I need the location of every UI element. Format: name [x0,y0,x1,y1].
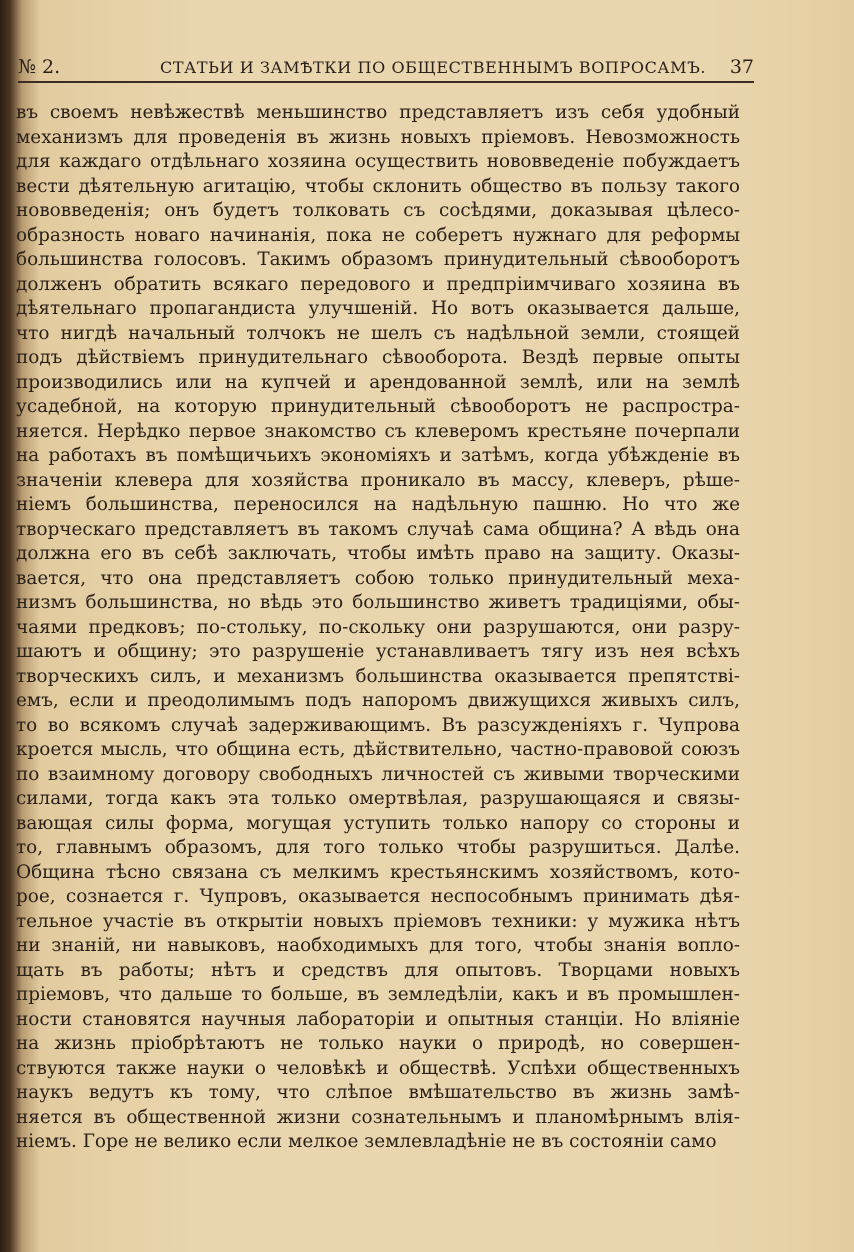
text-line: кроется мысль, что община есть, дѣйствительно, частно-правовой союзъ [16,739,740,760]
text-line: щать въ работы; нѣтъ и средствъ для опытовъ. Творцами новыхъ [16,959,740,981]
text-line: подъ дѣйствіемъ принудительнаго сѣвооборота. Вездѣ первые опыты [16,347,740,368]
text-line: наукъ ведутъ къ тому, что слѣпое вмѣшательство въ жизнь замѣ- [16,1082,740,1103]
text-line: нововведенія; онъ будетъ толковать съ сосѣдями, доказывая цѣлесо- [16,200,740,221]
text-line: значеніи клевера для хозяйства проникало въ массу, клеверъ, рѣше- [16,469,740,491]
text-line: чаями предковъ; по-стольку, по-скольку они разрушаются, они разру- [16,616,740,638]
text-line: емъ, если и преодолимымъ подъ напоромъ движущихся живыхъ силъ, [16,690,740,711]
running-title: СТАТЬИ И ЗАМѢТКИ ПО ОБЩЕСТВЕННЫМЪ ВОПРОСАМЪ. [160,58,707,77]
page-number: 37 [729,56,754,78]
text-line: шаютъ и общину; это разрушеніе устанавливаетъ тягу изъ нея всѣхъ [16,641,740,662]
text-line: рое, сознается г. Чупровъ, оказывается неспособнымъ принимать дѣя- [16,886,740,907]
text-line: большинства голосовъ. Такимъ образомъ принудительный сѣвооборотъ [16,249,740,270]
text-line: то во всякомъ случаѣ задерживающимъ. Въ разсужденіяхъ г. Чупрова [16,714,740,736]
text-line: Община тѣсно связана съ мелкимъ крестьянскимъ хозяйствомъ, кото- [16,861,740,883]
text-line: тельное участіе въ открытіи новыхъ пріемовъ техники: у мужика нѣтъ [16,910,740,932]
text-line: творческаго представляетъ въ такомъ случаѣ сама община? А вѣдь она [16,518,740,540]
text-line: ни знаній, ни навыковъ, наобходимыхъ для того, чтобы знанія вопло- [16,935,740,956]
text-line: силами, тогда какъ эта только омертвѣлая, разрушающаяся и связы- [16,788,740,809]
text-line: вается, что она представляетъ собою только принудительный меха- [16,567,740,589]
header-rule [18,81,754,83]
text-line: для каждаго отдѣльнаго хозяина осуществить нововведеніе побуждаетъ [16,151,740,172]
text-line: должна его въ себѣ заключать, чтобы имѣть право на защиту. Оказы- [16,543,740,564]
text-line: на жизнь пріобрѣтаютъ не только науки о природѣ, но совершен- [16,1033,740,1054]
text-line: пріемовъ, что дальше то больше, въ земледѣліи, какъ и въ промышлен- [16,984,740,1005]
text-line: образность новаго начинанія, пока не соберетъ нужнаго для реформы [16,224,740,246]
text-line: няется въ общественной жизни сознательнымъ и планомѣрнымъ влія- [16,1106,740,1128]
text-line: по взаимному договору свободныхъ личностей съ живыми творческими [16,763,740,785]
running-header [18,52,754,82]
text-line: вести дѣятельную агитацію, чтобы склонить общество въ пользу такого [16,175,740,197]
text-line: на работахъ въ помѣщичьихъ экономіяхъ и затѣмъ, когда убѣжденіе въ [16,445,740,466]
text-line: усадебной, на которую принудительный сѣвооборотъ не распростра- [16,396,740,417]
text-line: вающая силы форма, могущая уступить только напору со стороны и [16,812,740,834]
text-line: то, главнымъ образомъ, для того только чтобы разрушиться. Далѣе. [16,837,740,858]
text-line: ствуются также науки о человѣкѣ и обществѣ. Успѣхи общественныхъ [16,1057,740,1079]
text-line: дѣятельнаго пропагандиста улучшеній. Но вотъ оказывается дальше, [16,298,740,319]
text-line: низмъ большинства, но вѣдь это большинство живетъ традиціями, обы- [16,592,740,613]
text-line: няется. Нерѣдко первое знакомство съ клеверомъ крестьяне почерпали [16,420,740,442]
text-line: въ своемъ невѣжествѣ меньшинство представляетъ изъ себя удобный [16,102,740,123]
section-number: № 2. [18,56,61,78]
text-line: механизмъ для проведенія въ жизнь новыхъ пріемовъ. Невозможность [16,126,740,148]
text-line: что нигдѣ начальный толчокъ не шелъ съ надѣльной земли, стоящей [16,322,740,344]
text-line: ніемъ большинства, переносился на надѣльную пашню. Но что же [16,494,740,515]
text-line: ніемъ. Горе не велико если мелкое землевладѣніе не въ состояніи само [16,1131,717,1152]
text-line: производились или на купчей и арендованной землѣ, или на землѣ [16,371,740,393]
body-text [16,101,740,1155]
text-line: ности становятся научныя лабораторіи и опытныя станціи. Но вліяніе [16,1008,740,1030]
text-line: долженъ обратить всякаго передового и предпріимчиваго хозяина въ [16,273,740,295]
text-line: творческихъ силъ, и механизмъ большинства оказывается препятстві- [16,665,740,687]
